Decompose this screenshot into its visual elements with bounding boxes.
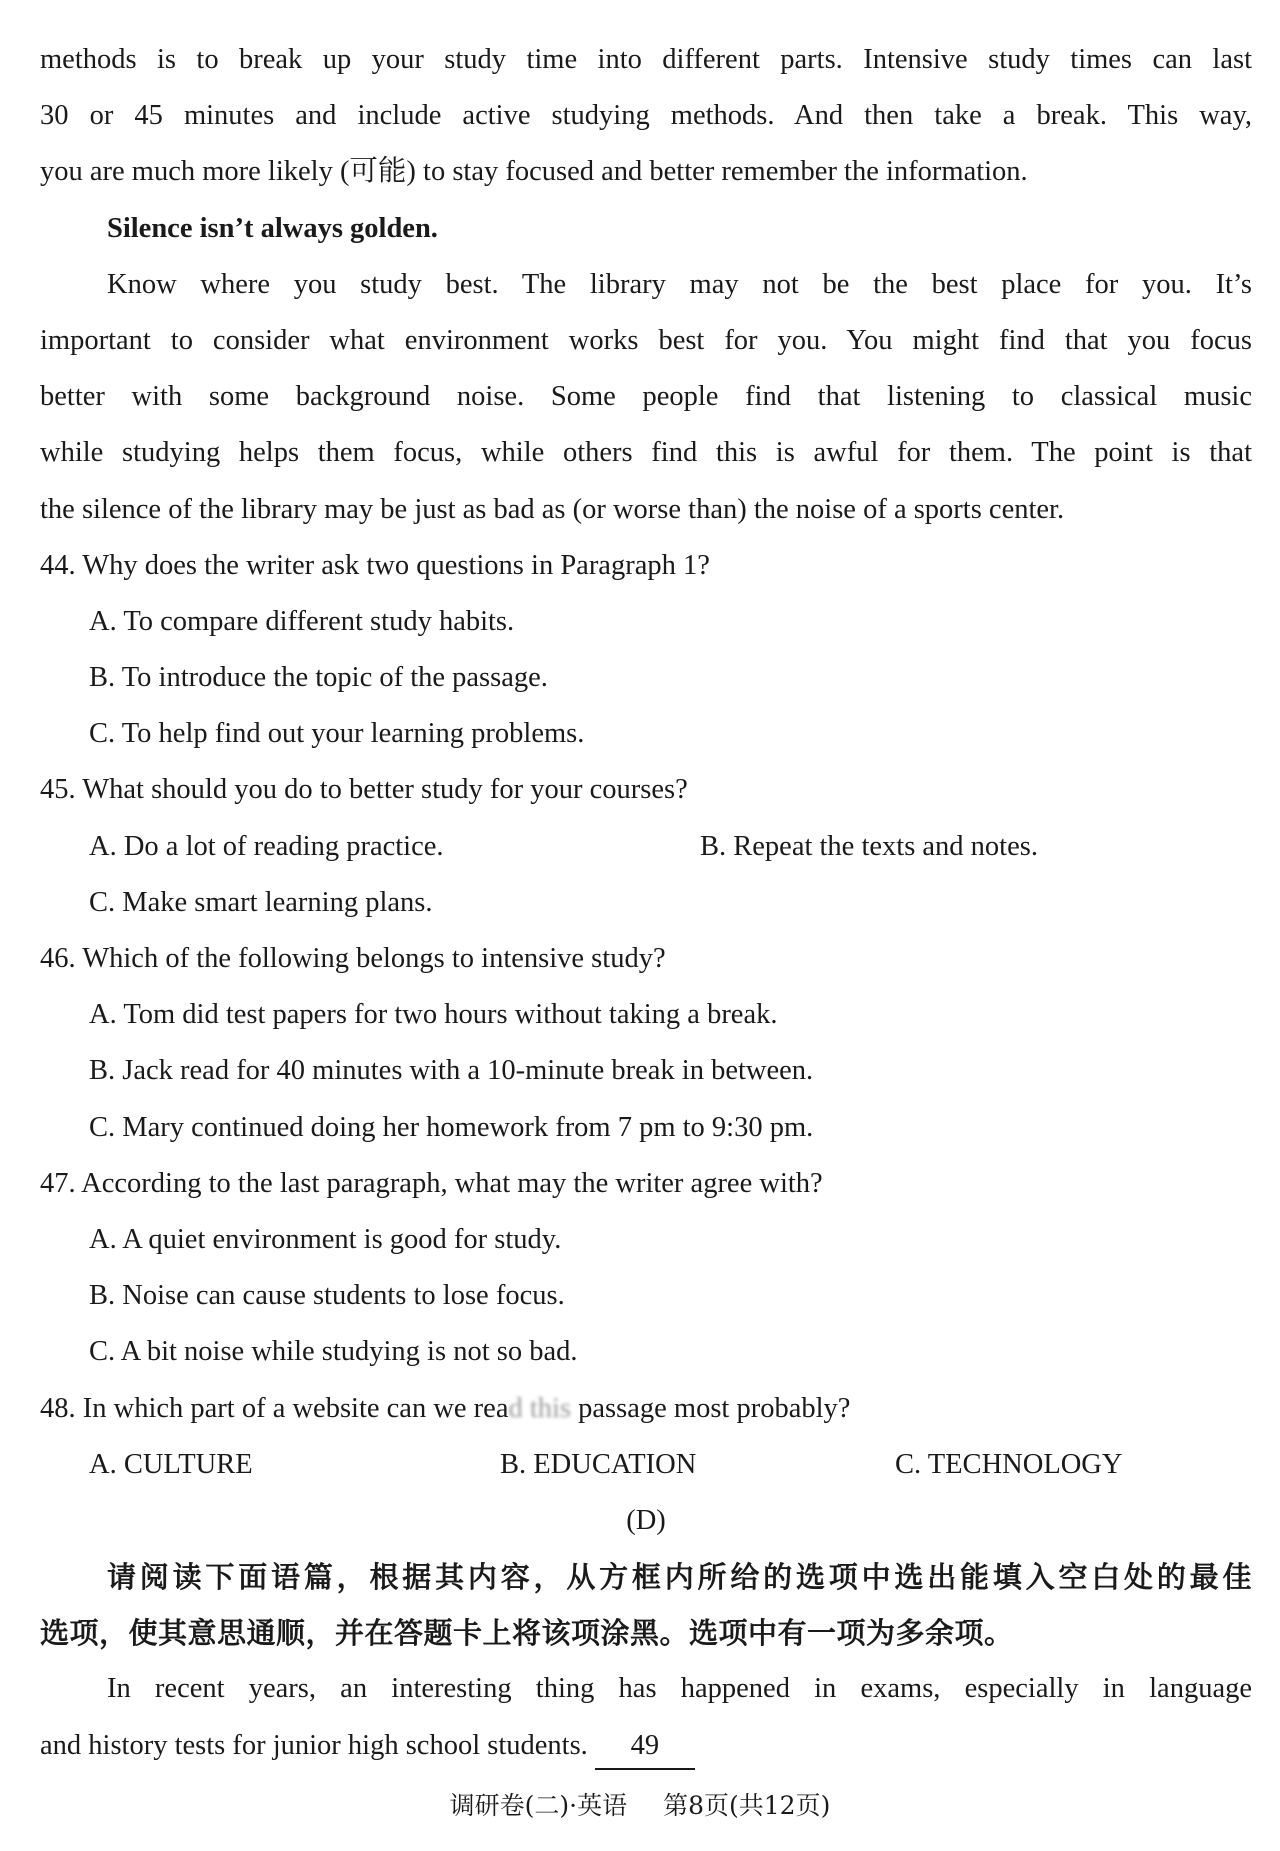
footer-page-number: 第8页(共12页) xyxy=(663,1791,831,1820)
paragraph-line: while studying helps them focus, while others find this is awful for them. The point is that xyxy=(40,437,1252,469)
section-title: (D) xyxy=(626,1504,666,1536)
blurred-text: d this xyxy=(508,1392,572,1424)
option-b: B. Noise can cause students to lose focus. xyxy=(89,1280,565,1312)
section-heading: Silence isn’t always golden. xyxy=(107,212,438,244)
option-a: A. Tom did test papers for two hours without taking a break. xyxy=(89,999,778,1031)
option-b: B. EDUCATION xyxy=(500,1448,697,1480)
instruction-line: 请阅读下面语篇，根据其内容，从方框内所给的选项中选出能填入空白处的最佳 xyxy=(107,1560,1252,1595)
question-stem: 45. What should you do to better study for your courses? xyxy=(40,774,688,806)
question-stem: 47. According to the last paragraph, what may the writer agree with? xyxy=(40,1167,823,1199)
option-a: A. A quiet environment is good for study. xyxy=(89,1223,562,1255)
footer-exam-title: 调研卷(二)·英语 xyxy=(449,1791,628,1820)
option-b: B. Jack read for 40 minutes with a 10-minute break in between. xyxy=(89,1055,814,1087)
option-row xyxy=(40,1437,1252,1493)
instruction-line: 选项，使其意思通顺，并在答题卡上将该项涂黑。选项中有一项为多余项。 xyxy=(40,1616,1014,1651)
document-page xyxy=(40,32,1252,1774)
stem-text: passage most probably? xyxy=(571,1392,851,1424)
option-c: C. A bit noise while studying is not so bad. xyxy=(89,1336,578,1368)
paragraph-line: the silence of the library may be just as bad as (or worse than) the noise of a sports center. xyxy=(40,493,1065,525)
option-c: C. Make smart learning plans. xyxy=(89,886,433,918)
paragraph-line: you are much more likely (可能) to stay focused and better remember the information. xyxy=(40,156,1028,188)
paragraph-line: 30 or 45 minutes and include active studying methods. And then take a break. This way, xyxy=(40,100,1252,132)
option-b: B. Repeat the texts and notes. xyxy=(700,830,1038,862)
option-row xyxy=(40,819,1252,875)
question-stem: 44. Why does the writer ask two questions in Paragraph 1? xyxy=(40,549,710,581)
stem-text: 48. In which part of a website can we rea xyxy=(40,1392,509,1424)
question-stem: 46. Which of the following belongs to intensive study? xyxy=(40,943,666,974)
paragraph-line: important to consider what environment works best for you. You might find that you focus xyxy=(40,324,1252,356)
answer-blank: 49 xyxy=(595,1724,695,1770)
paragraph-line xyxy=(40,1718,1252,1774)
paragraph-line: better with some background noise. Some people find that listening to classical music xyxy=(40,381,1252,413)
option-a: A. To compare different study habits. xyxy=(89,605,515,637)
page-footer xyxy=(0,1786,1280,1822)
option-b: B. To introduce the topic of the passage. xyxy=(89,662,548,694)
option-a: A. CULTURE xyxy=(89,1448,253,1480)
option-c: C. TECHNOLOGY xyxy=(895,1448,1123,1480)
option-c: C. Mary continued doing her homework from 7 pm to 9:30 pm. xyxy=(89,1111,814,1143)
paragraph-line: Know where you study best. The library may not be the best place for you. It’s xyxy=(107,268,1252,300)
option-a: A. Do a lot of reading practice. xyxy=(89,830,444,862)
paragraph-line: In recent years, an interesting thing has happened in exams, especially in language xyxy=(107,1673,1252,1705)
option-c: C. To help find out your learning problems. xyxy=(89,718,585,750)
paragraph-line: methods is to break up your study time into different parts. Intensive study times can last xyxy=(40,44,1252,75)
question-stem xyxy=(40,1381,1252,1437)
body-text: and history tests for junior high school students. xyxy=(40,1729,595,1761)
